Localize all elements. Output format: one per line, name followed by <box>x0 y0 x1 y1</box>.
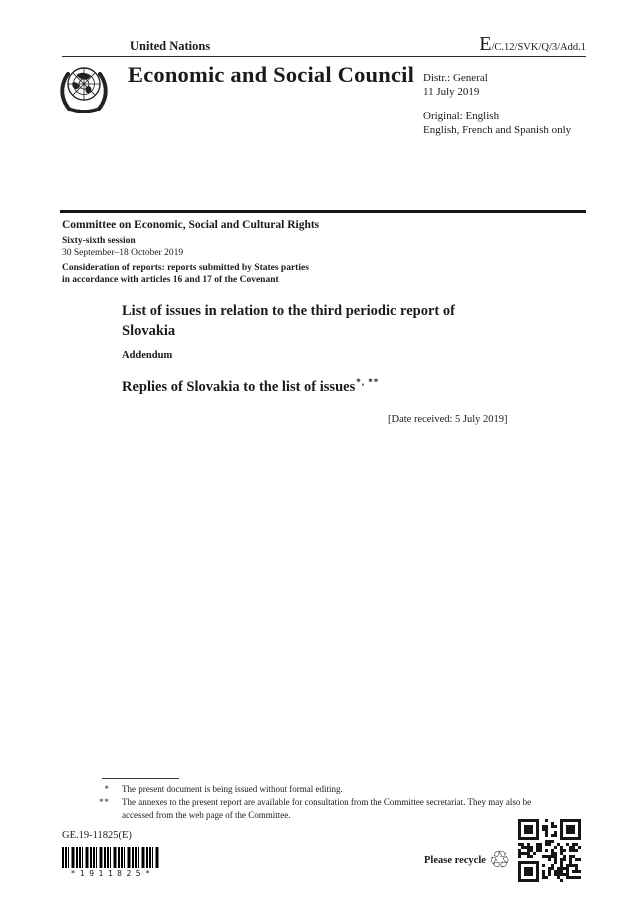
barcode <box>62 847 159 878</box>
consideration-line-2: in accordance with articles 16 and 17 of the Covenant <box>62 275 279 285</box>
ge-number: GE.19-11825(E) <box>62 830 132 841</box>
org-name: United Nations <box>130 39 211 53</box>
date-received: [Date received: 5 July 2019] <box>388 414 508 425</box>
document-subtitle <box>122 377 542 396</box>
qr-code <box>518 819 581 882</box>
addendum-label: Addendum <box>122 350 173 361</box>
committee-name: Committee on Economic, Social and Cultural Rights <box>62 219 320 231</box>
distr-date: 11 July 2019 <box>423 86 480 98</box>
document-title: List of issues in relation to the third periodic report of Slovakia <box>122 303 455 339</box>
document-symbol-rest: /C.12/SVK/Q/3/Add.1 <box>491 42 586 53</box>
subtitle-text: Replies of Slovakia to the list of issues <box>122 379 356 395</box>
footnote-separator <box>102 778 179 779</box>
footnote-1 <box>70 783 560 796</box>
original-language: Original: English <box>423 110 500 122</box>
footnote-2-text: The annexes to the present report are available for consultation from the Committee secretariat. They may also be accessed from the web page of the Committee. <box>122 797 532 820</box>
recycle-notice <box>424 848 510 872</box>
footnote-1-text: The present document is being issued without formal editing. <box>122 784 343 794</box>
committee-block <box>62 219 319 286</box>
footnote-2-marker: ** <box>99 797 110 807</box>
document-symbol-prefix: E <box>479 33 492 55</box>
council-title: Economic and Social Council <box>128 62 415 87</box>
session-title: Sixty-sixth session <box>62 236 136 246</box>
barcode-bars <box>62 847 159 868</box>
available-languages: English, French and Spanish only <box>423 124 572 136</box>
footnotes <box>70 783 560 822</box>
un-emblem-icon <box>57 61 111 113</box>
session-dates: 30 September–18 October 2019 <box>62 248 184 258</box>
distribution-block <box>423 71 571 137</box>
footnote-1-marker: * <box>104 784 110 794</box>
consideration-line-1: Consideration of reports: reports submitted by States parties <box>62 263 309 273</box>
subtitle-footnote-markers: *, ** <box>356 377 380 387</box>
document-symbol <box>479 33 586 56</box>
distr-line: Distr.: General <box>423 72 488 84</box>
section-rule <box>60 210 586 213</box>
header-rule <box>62 56 586 57</box>
footnote-2 <box>70 796 560 822</box>
recycle-icon: ♲ <box>488 846 511 874</box>
barcode-text: *1911825* <box>70 869 155 878</box>
recycle-label: Please recycle <box>424 854 486 866</box>
